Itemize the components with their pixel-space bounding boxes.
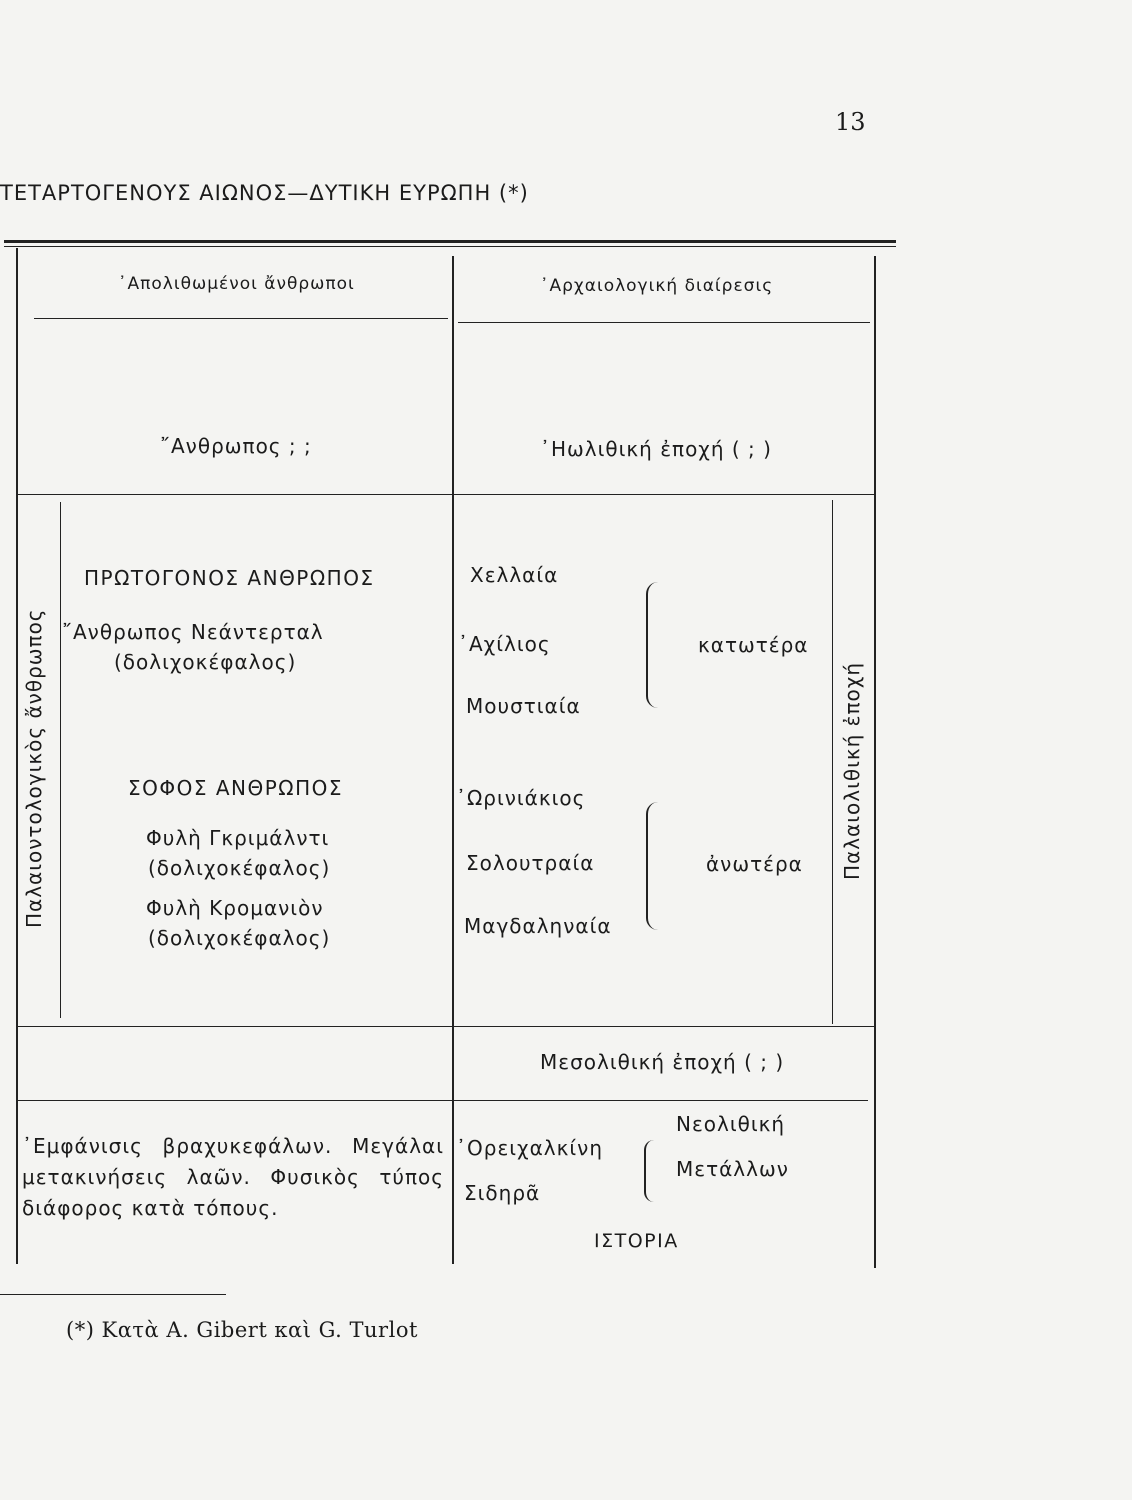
paleo-side-label: Παλαιοντολογικὸς ἄνθρωπος — [22, 608, 46, 928]
table-top-rule — [4, 240, 896, 243]
page-number: 13 — [835, 108, 866, 136]
eolithic-rule — [16, 494, 874, 495]
paleo-side-divider — [60, 502, 61, 1018]
upper-brace — [646, 802, 658, 930]
neanderthal-name: ῎Ανθρωπος Νεάντερταλ — [62, 620, 324, 644]
culture-solutrean: Σολουτραία — [466, 851, 595, 875]
eolithic-human: ῎Ανθρωπος ; ; — [160, 434, 312, 458]
table-left-border — [16, 248, 18, 1264]
culture-acheulean: ᾽Αχίλιος — [458, 632, 551, 656]
culture-iron: Σιδηρᾶ — [464, 1181, 541, 1205]
grimaldi-name: Φυλὴ Γκριμάλντι — [146, 826, 330, 850]
lower-brace — [646, 582, 658, 708]
lower-label: κατωτέρα — [698, 633, 809, 657]
primitive-human-heading: ΠΡΩΤΟΓΟΝΟΣ ΑΝΘΡΩΠΟΣ — [84, 566, 375, 590]
upper-label: ἀνωτέρα — [706, 852, 803, 876]
table-right-border — [874, 256, 876, 1268]
neanderthal-type: (δολιχοκέφαλος) — [114, 650, 297, 674]
metals-label: Μετάλλων — [676, 1157, 789, 1181]
table-column-divider — [452, 256, 454, 1264]
mesolithic-rule — [16, 1100, 868, 1101]
brachycephalic-paragraph: ᾽Εμφάνισις βραχυκεφάλων. Μεγάλαι μετακινήσεις λαῶν. Φυσικὸς τύπος διάφορος κατὰ τόπους. — [22, 1134, 444, 1220]
culture-aurignacian: ᾽Ωρινιάκιος — [456, 786, 586, 810]
neolithic-label: Νεολιθική — [676, 1112, 786, 1136]
culture-magdalenian: Μαγδαληναία — [464, 914, 612, 938]
header-archaeological-division: ᾽Αρχαιολογική διαίρεσις — [540, 276, 774, 296]
grimaldi-type: (δολιχοκέφαλος) — [148, 856, 331, 880]
wise-human-heading: ΣΟΦΟΣ ΑΝΘΡΩΠΟΣ — [128, 776, 344, 800]
header-rule-right — [458, 322, 870, 323]
footnote: (*) Κατὰ A. Gibert καὶ G. Turlot — [66, 1318, 418, 1342]
paleo-era-label: Παλαιολιθική ἐποχή — [840, 662, 864, 880]
page-title: ΤΕΤΑΡΤΟΓΕΝΟΥΣ ΑΙΩΝΟΣ—ΔΥΤΙΚΗ ΕΥΡΩΠΗ (*) — [0, 181, 529, 205]
culture-mousterian: Μουστιαία — [466, 694, 581, 718]
cromagnon-name: Φυλὴ Κρομανιὸν — [146, 896, 324, 920]
history-label: ΙΣΤΟΡΙΑ — [594, 1230, 679, 1252]
header-rule-left — [34, 318, 448, 319]
mesolithic-era: Μεσολιθική ἐποχή ( ; ) — [540, 1050, 785, 1074]
paleo-era-divider — [832, 500, 833, 1024]
cromagnon-type: (δολιχοκέφαλος) — [148, 926, 331, 950]
metals-brace — [644, 1140, 654, 1202]
paleo-bottom-rule — [16, 1026, 874, 1027]
eolithic-era: ᾽Ηωλιθική ἐποχή ( ; ) — [540, 437, 772, 461]
culture-bronze: ᾽Ορειχαλκίνη — [456, 1136, 603, 1160]
footnote-rule — [0, 1294, 226, 1295]
table-top-rule-thin — [4, 246, 896, 247]
culture-chellean: Χελλαία — [470, 563, 559, 587]
header-fossil-humans: ᾽Απολιθωμένοι ἄνθρωποι — [118, 274, 355, 294]
